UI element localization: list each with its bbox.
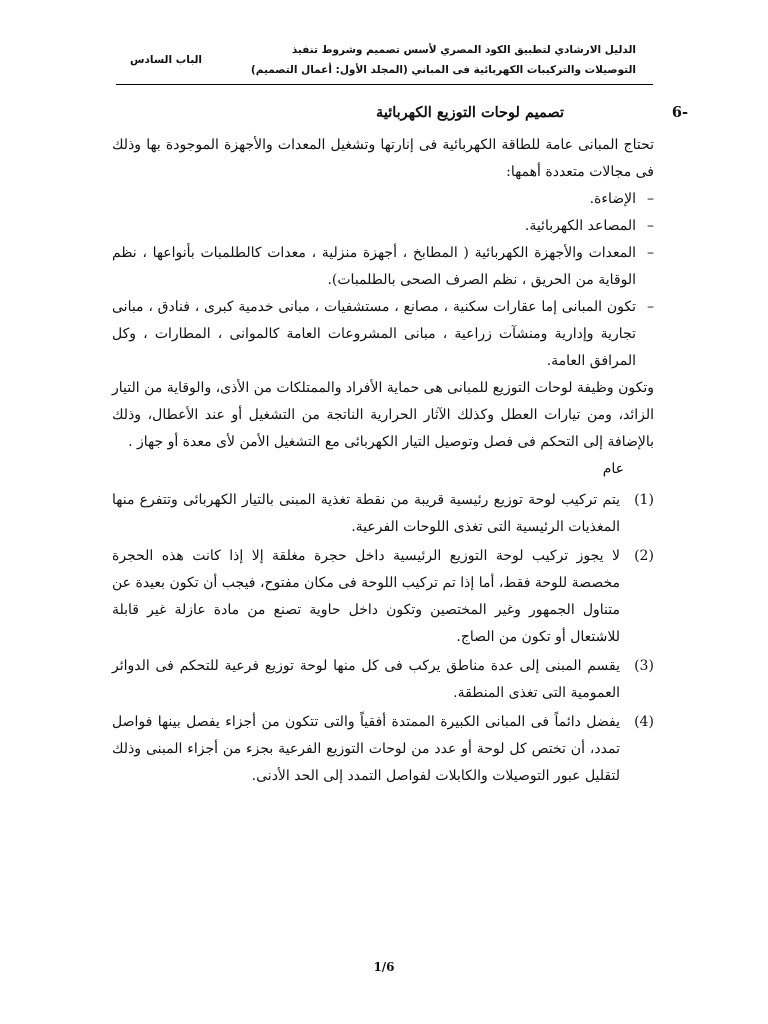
section-heading	[112, 104, 688, 132]
header-chapter: الباب السادس	[130, 54, 203, 66]
list-item: – المصاعد الكهربائية.	[112, 213, 654, 240]
list-item: – المعدات والأجهزة الكهربائية ( المطابخ ، أجهزة منزلية ، معدات كالطلمبات بأنواعها ، نظم الوقاية من الحريق ، نظم الصرف الصحى بالطلمبات).	[112, 240, 654, 294]
list-item	[112, 709, 654, 790]
item-text: يتم تركيب لوحة توزيع رئيسية قريبة من نقطة تغذية المبنى بالتيار الكهربائى وتتفرع منها المغذيات الرئيسية التى تغذى اللوحات الفرعية.	[112, 492, 620, 535]
general-heading: عام	[602, 461, 624, 477]
section-title: تصميم لوحات التوزيع الكهربائية	[376, 104, 564, 121]
header-title-line-2: التوصيلات والتركيبات الكهربائية فى المباني (المجلد الأول: أعمال التصميم)	[250, 64, 636, 76]
page-header	[116, 40, 636, 84]
item-number: (2)	[634, 548, 654, 564]
item-text: لا يجوز تركيب لوحة التوزيع الرئيسية داخل حجرة مغلقة إلا إذا كانت هذه الحجرة مخصصة للوحة فقط، أما إذا تم تركيب اللوحة فى مكان مفتوح، فيجب أن تكون بعيدة عن متناول الجمهور وغير المختصين وتكون داخل حاوية تصنع من مادة عازلة غير قابلة للاشتعال أو تكون من الصاج.	[112, 548, 620, 645]
page-number: 1/6	[373, 960, 395, 974]
uses-list	[112, 186, 654, 375]
general-items-list	[112, 487, 654, 790]
intro-paragraph: تحتاج المبانى عامة للطاقة الكهربائية فى إنارتها وتشغيل المعدات والأجهزة الموجودة بها وذلك فى مجالات متعددة أهمها:	[112, 137, 654, 180]
item-text: يفضل دائماً فى المبانى الكبيرة الممتدة أفقياً والتى تتكون من أجزاء يفصل بينها فواصل تمدد، أن تختص كل لوحة أو عدد من لوحات التوزيع الفرعية بجزء من أجزاء المبنى وذلك لتقليل عبور التوصيلات والكابلات لفواصل التمدد إلى الحد الأدنى.	[112, 714, 620, 784]
list-item	[112, 543, 654, 651]
item-number: (4)	[634, 714, 654, 730]
list-item	[112, 487, 654, 541]
page-body	[112, 104, 688, 792]
item-number: (1)	[634, 492, 654, 508]
header-title-line-1: الدليل الارشادي لتطبيق الكود المصري لأسس تصميم وشروط تنفيذ	[291, 44, 636, 56]
header-document-title	[251, 40, 636, 80]
item-number: (3)	[634, 658, 654, 674]
section-number: 6-	[671, 104, 688, 121]
header-divider	[116, 84, 653, 85]
list-item: – الإضاءة.	[112, 186, 654, 213]
list-item: – تكون المبانى إما عقارات سكنية ، مصانع ، مستشفيات ، مبانى خدمية كبرى ، فنادق ، مبانى تجارية وإدارية ومنشآت زراعية ، مبانى المشروعات العامة كالموانى ، المطارات ، وكل المرافق العامة.	[112, 294, 654, 375]
function-paragraph: وتكون وظيفة لوحات التوزيع للمبانى هى حماية الأفراد والممتلكات من الأذى، والوقاية من التيار الزائد، ومن تيارات العطل وكذلك الآثار الحرارية الناتجة من التشغيل أو عند الأعطال، وذلك بالإضافة إلى التحكم فى فصل وتوصيل التيار الكهربائى مع التشغيل الأمن لأى معدة أو جهاز .	[112, 380, 654, 450]
list-item	[112, 653, 654, 707]
item-text: يقسم المبنى إلى عدة مناطق يركب فى كل منها لوحة توزيع فرعية للتحكم فى الدوائر العمومية التى تغذى المنطقة.	[112, 658, 620, 701]
